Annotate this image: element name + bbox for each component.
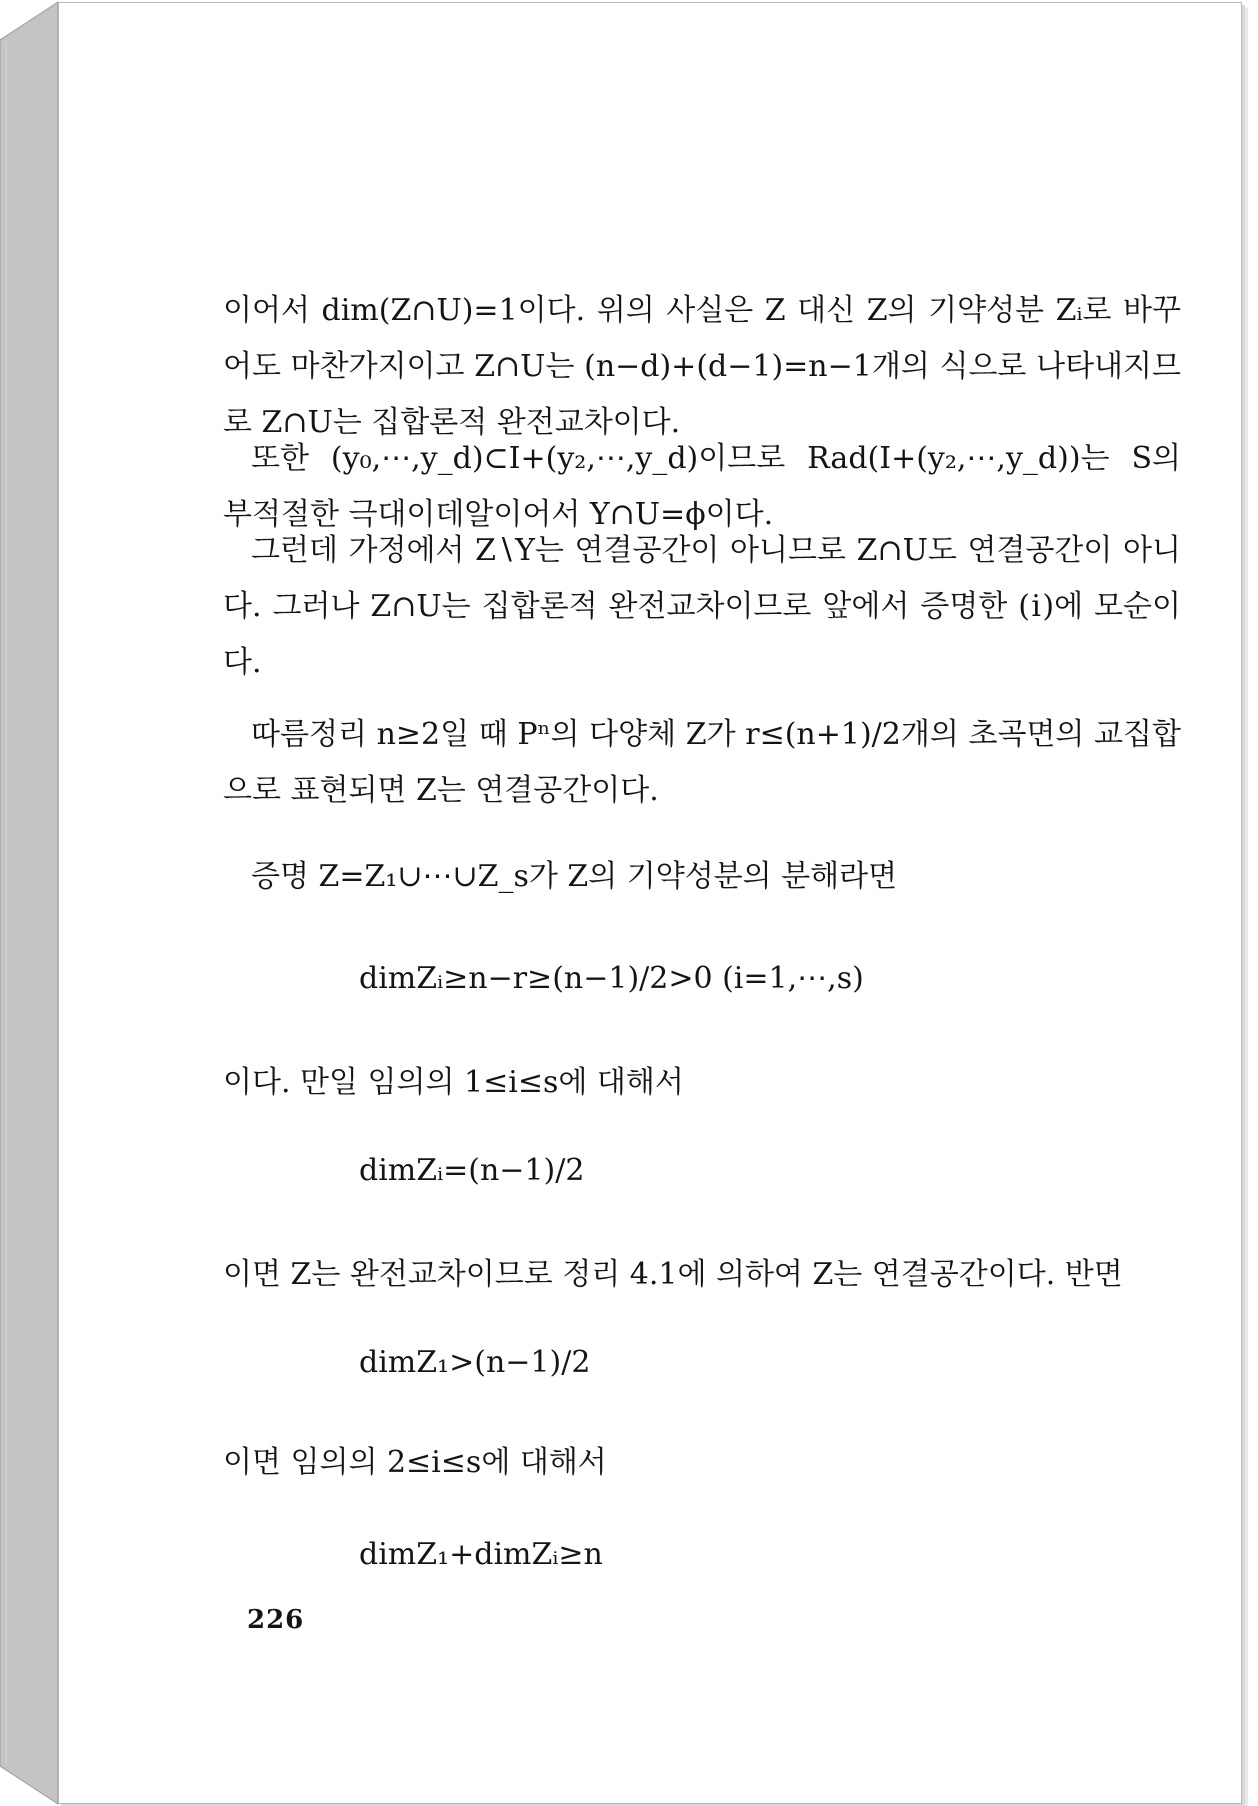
book-page xyxy=(58,2,1242,1804)
paragraph-condition-1: 이다. 만일 임의의 1≤i≤s에 대해서 xyxy=(223,1065,684,1100)
equation-1: dimZᵢ≥n−r≥(n−1)/2>0 (i=1,⋯,s) xyxy=(359,961,864,996)
equation-3: dimZ₁>(n−1)/2 xyxy=(359,1345,591,1380)
paragraph-1: 이어서 dim(Z∩U)=1이다. 위의 사실은 Z 대신 Z의 기약성분 Zᵢ로 바꾸어도 마찬가지이고 Z∩U는 (n−d)+(d−1)=n−1개의 식으로 나타내지므로 Z∩U는 집합론적 완전교차이다. xyxy=(223,293,1181,440)
paragraph-condition-2: 이면 임의의 2≤i≤s에 대해서 xyxy=(223,1445,607,1480)
paragraph-3: 그런데 가정에서 Z∖Y는 연결공간이 아니므로 Z∩U도 연결공간이 아니다. 그러나 Z∩U는 집합론적 완전교차이므로 앞에서 증명한 (ⅰ)에 모순이다. xyxy=(223,533,1181,680)
paragraph-conclusion: 이면 Z는 완전교차이므로 정리 4.1에 의하여 Z는 연결공간이다. 반면 xyxy=(223,1257,1123,1292)
proof-heading: 증명 Z=Z₁∪⋯∪Z_s가 Z의 기약성분의 분해라면 xyxy=(251,859,898,894)
paragraph-2: 또한 (y₀,⋯,y_d)⊂I+(y₂,⋯,y_d)이므로 Rad(I+(y₂,⋯,y_d))는 S의 부적절한 극대이데알이어서 Y∩U=ϕ이다. xyxy=(223,441,1181,532)
corollary-statement: 따름정리 n≥2일 때 Pⁿ의 다양체 Z가 r≤(n+1)/2개의 초곡면의 교집합으로 표현되면 Z는 연결공간이다. xyxy=(223,717,1181,808)
page-number: 226 xyxy=(247,1605,305,1635)
equation-2: dimZᵢ=(n−1)/2 xyxy=(359,1153,585,1188)
equation-4: dimZ₁+dimZᵢ≥n xyxy=(359,1537,603,1572)
